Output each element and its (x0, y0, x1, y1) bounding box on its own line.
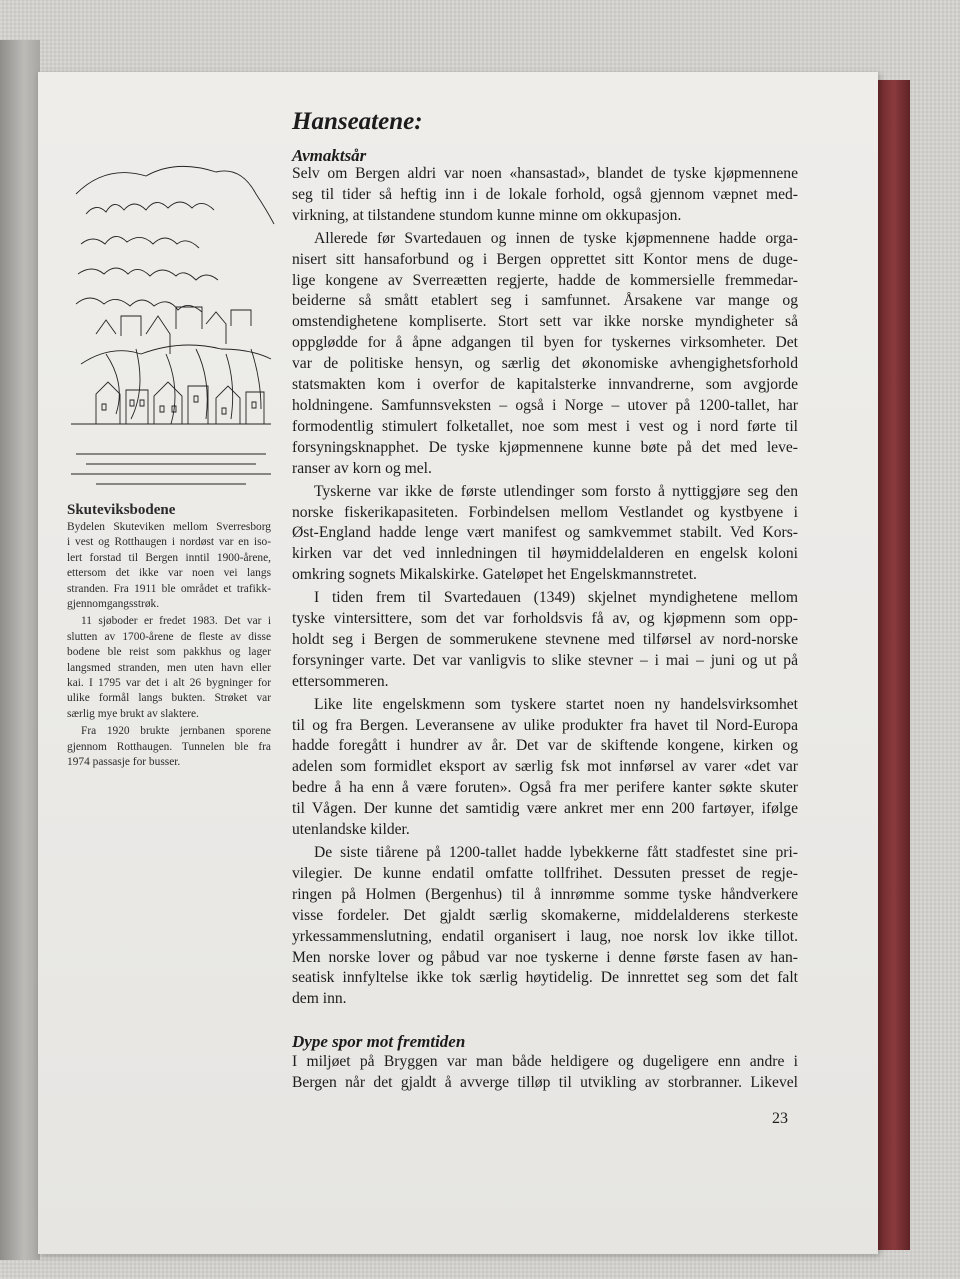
text-line: oppglødde for å åpne adgangen til byen for tyskernes virksomheter. Det (292, 334, 798, 352)
text-line: Bydelen Skuteviken mellom Sverresborg (67, 521, 271, 533)
text-line: Tyskerne var ikke de første utlendinger som forsto å nyttiggjøre seg den (314, 482, 798, 500)
text-line: til og fra Bergen. Leveransene av ulike produkter fra havet til Nord-Europa (292, 716, 798, 734)
text-line: stranden. Fra 1911 ble området et trafikk- (67, 582, 271, 595)
sidebar-caption (67, 502, 271, 773)
text-line: lert forstad til Bergen inntil 1900-årene, (67, 551, 271, 564)
text-line: Men norske lover og påbud var noe tyskerne i denne første fasen av han- (292, 948, 798, 966)
text-line: virkning, at tilstandene stundom kunne minne om okkupasjon. (292, 206, 682, 224)
text-line: dem inn. (292, 990, 347, 1008)
text-line: Bergen når det gjaldt å avverge tilløp til utvikling av storbranner. Likevel (292, 1073, 798, 1091)
text-line: 1974 passasje for busser. (67, 756, 181, 769)
text-line: adelen som formidlet eksport av særlig fsk mot innførsel av varer «det var (292, 758, 798, 776)
text-line: yrkessammenslutning, endatil organisert i laug, noe norsk lov ikke tillot. (292, 927, 798, 945)
text-line: formodentlig stimulert folketallet, noe som mest i vest og i nord førte til (292, 417, 798, 435)
text-line: kai. I 1795 var det i alt 26 bygninger for (67, 677, 271, 690)
text-line: vilegier. De kunne endatil omfatte tollfrihet. Dessuten presset de regje- (292, 864, 798, 882)
text-line: gjennomgangsstrøk. (67, 598, 160, 611)
text-line: ringen på Holmen (Bergenhus) til å innrømme somme tyske håndverkere (292, 885, 798, 903)
text-line: kirken var det ved innledningen til høymiddelalderen en engelsk koloni (292, 545, 798, 563)
text-line: Selv om Bergen aldri var noen «hansastad», blandet de tyske kjøpmennene (292, 165, 798, 182)
text-line: omstendighetene kompliserte. Stort sett var ikke norske myndigheter så (292, 313, 798, 331)
text-line: ranser av korn og mel. (292, 459, 432, 477)
book-page (38, 72, 878, 1254)
chapter-title: Hanseatene: (292, 108, 423, 135)
text-line: var de politiske hensyn, og særlig det økonomiske avhengighetsforhold (292, 355, 798, 373)
paragraph (292, 695, 798, 841)
text-line: Like lite engelskmenn som tyskere startet noen ny handelsvirksomhet (314, 695, 798, 713)
page-number: 23 (772, 1110, 788, 1127)
section-body (292, 164, 798, 1012)
paragraph (292, 164, 798, 227)
text-line: holdt seg i Bergen de sommerukene stevnene med tilførsel av nord-norske (292, 630, 798, 648)
text-line: nisert sitt hansaforbund og i Bergen opprettet sitt Kontor mens de duge- (292, 250, 798, 268)
text-line: visse fordeler. Det gjaldt særlig skomakerne, middelalderens sterkeste (292, 906, 798, 924)
paragraph (292, 1052, 798, 1094)
text-line: Allerede før Svartedauen og innen de tyske kjøpmennene hadde orga- (314, 229, 798, 247)
text-line: Øst-England hadde lenge vært manifest og samkvemmet stabilt. Ved Kors- (292, 524, 798, 542)
text-line: hadde foregått i hundrer av år. Det var de skiftende kongene, kirken og (292, 737, 798, 755)
text-line: tyske vintersittere, som det var forholdsvis få av, og kjøpmenn som opp- (292, 610, 798, 628)
text-line: 11 sjøboder er fredet 1983. Det var i (81, 615, 271, 628)
text-line: seatisk innfyltelse ikke tok særlig høytidelig. De innrettet seg som det falt (292, 969, 798, 987)
text-line: ulike formål langs bukten. Strøket var (67, 692, 271, 705)
text-line: holdningene. Samfunnsveksten – også i Norge – utover på 1200-tallet, har (292, 396, 798, 414)
text-line: i vest og Rotthaugen i nordøst var en iso- (67, 536, 271, 549)
text-line: ettersom det ikke var noen vei langs (67, 567, 271, 580)
text-line: slutten av 1700-årene de fleste av disse (67, 630, 271, 643)
section-body-2 (292, 1052, 798, 1096)
paragraph (67, 520, 271, 612)
text-line: seg til tider så heftig inn i de lokale forhold, også gjennom væpnet med- (292, 185, 798, 203)
paragraph (292, 843, 798, 1010)
text-line: lige kongene av Sverreætten regjerte, hadde de kommersielle fremmedar- (292, 271, 798, 289)
text-line: omkring sognets Mikalskirke. Gateløpet het Engelskmannstretet. (292, 566, 697, 584)
text-line: Fra 1920 brukte jernbanen sporene (81, 725, 271, 738)
text-line: bedre å ha enn å være foruten». Også fra mer perifere kanter søkte skuter (292, 779, 798, 797)
text-line: langsmed stranden, men uten havn eller (67, 661, 271, 674)
text-line: gjennom Rotthaugen. Tunnelen ble fra (67, 740, 271, 753)
text-line: I tiden frem til Svartedauen (1349) skjelnet myndighetene mellom (314, 589, 798, 607)
text-line: De siste tiårene på 1200-tallet hadde lybekkerne fått stadfestet sine pri- (314, 844, 798, 861)
paragraph (67, 614, 271, 722)
text-line: til Vågen. Der kunne det samtidig være ankret mer enn 200 fartøyer, ifølge (292, 800, 798, 818)
caption-title: Skuteviksbodene (67, 502, 176, 518)
text-line: ettersommeren. (292, 672, 389, 690)
paragraph (292, 482, 798, 587)
section-heading: Avmaktsår (292, 146, 367, 165)
text-line: I miljøet på Bryggen var man både heldigere og dugeligere enn andre i (292, 1053, 798, 1070)
facing-page-edge (0, 40, 40, 1260)
text-line: særlig mye brukt av slaktere. (67, 707, 199, 720)
text-line: utenlandske kilder. (292, 821, 410, 839)
text-line: statsmakten kom i overfor de kapitalsterke innvandrerne, som avgjorde (292, 376, 798, 394)
text-line: beiderne så smått etablert seg i samfunnet. Årsakene var mange og (292, 292, 798, 310)
caption-body (67, 520, 271, 771)
paragraph (292, 229, 798, 480)
text-line: forsyningsknapphet. De tyske kjøpmennene kunne bøte på det med leve- (292, 438, 798, 456)
text-line: norske fiskerikapasiteten. Forbindelsen mellom Vestlandet og kystbyene i (292, 503, 798, 521)
paragraph (292, 588, 798, 693)
text-line: bodene ble reist som pakkhus og lager (67, 646, 271, 659)
section-heading-2: Dype spor mot fremtiden (292, 1032, 466, 1051)
text-line: forsyninger varte. Det var vanligvis to slike stevner – i mai – juni og ut på (292, 651, 798, 669)
skuteviken-sketch-illustration (66, 154, 276, 490)
paragraph (67, 724, 271, 770)
